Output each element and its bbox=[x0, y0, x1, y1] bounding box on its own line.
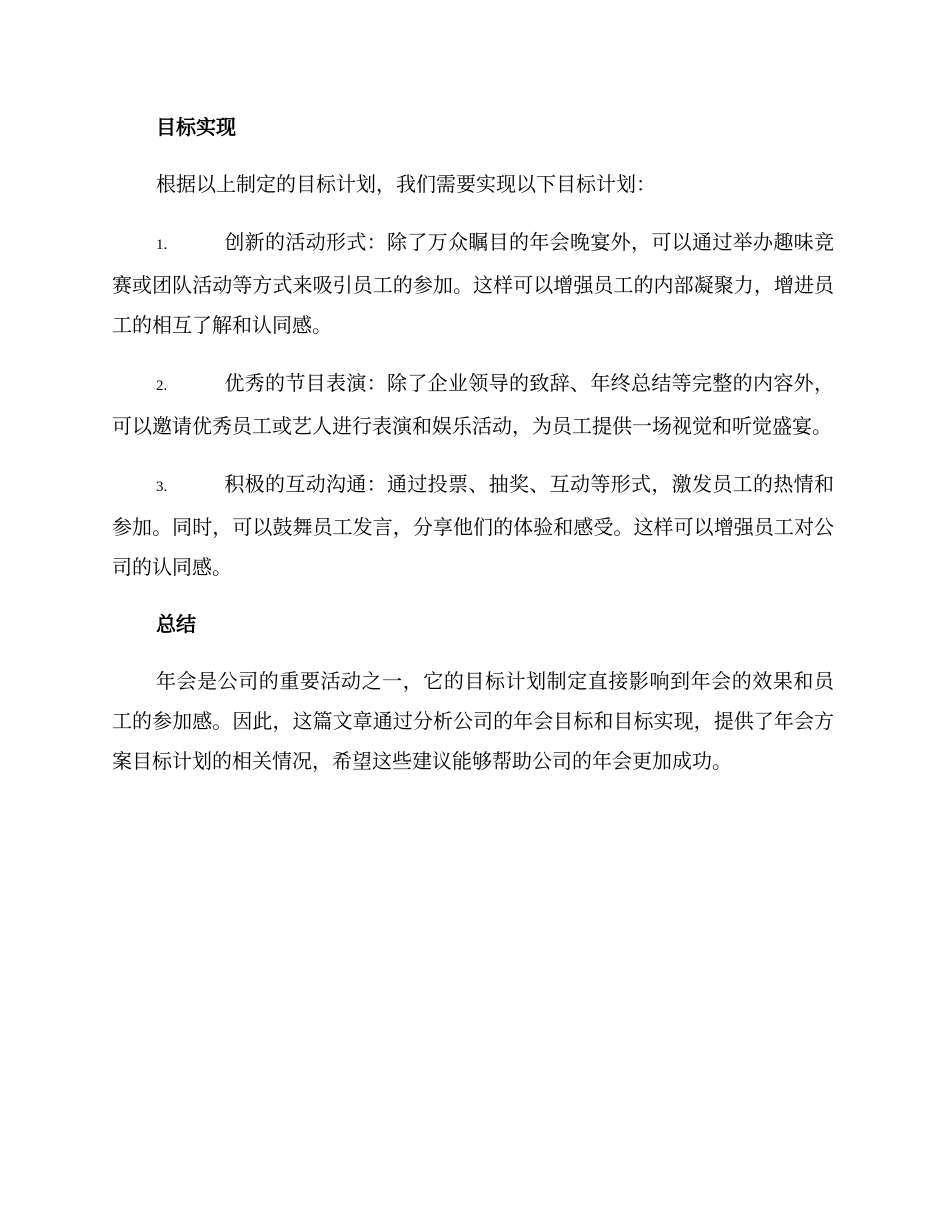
section-heading-goal-achievement: 目标实现 bbox=[156, 115, 236, 139]
list-item-number: 3. bbox=[156, 479, 168, 495]
section-heading-summary: 总结 bbox=[156, 612, 196, 636]
list-item-number: 1. bbox=[156, 237, 168, 253]
list-item bbox=[112, 464, 834, 587]
summary-paragraph: 年会是公司的重要活动之一，它的目标计划制定直接影响到年会的效果和员工的参加感。因此，这篇文章通过分析公司的年会目标和目标实现，提供了年会方案目标计划的相关情况，希望这些建议能够帮助公司的年会更加成功。 bbox=[112, 669, 834, 773]
list-item-text: 积极的互动沟通：通过投票、抽奖、互动等形式，激发员工的热情和参加。同时，可以鼓舞员工发言，分享他们的体验和感受。这样可以增强员工对公司的认同感。 bbox=[112, 472, 834, 579]
intro-paragraph: 根据以上制定的目标计划，我们需要实现以下目标计划： bbox=[156, 172, 656, 196]
document-page bbox=[112, 112, 834, 781]
list-item-number: 2. bbox=[156, 378, 168, 394]
list-item bbox=[112, 222, 834, 345]
list-item-text: 创新的活动形式：除了万众瞩目的年会晚宴外，可以通过举办趣味竞赛或团队活动等方式来吸引员工的参加。这样可以增强员工的内部凝聚力，增进员工的相互了解和认同感。 bbox=[112, 230, 834, 337]
list-item-text: 优秀的节目表演：除了企业领导的致辞、年终总结等完整的内容外，可以邀请优秀员工或艺人进行表演和娱乐活动，为员工提供一场视觉和听觉盛宴。 bbox=[112, 371, 834, 438]
list-item bbox=[112, 363, 834, 446]
